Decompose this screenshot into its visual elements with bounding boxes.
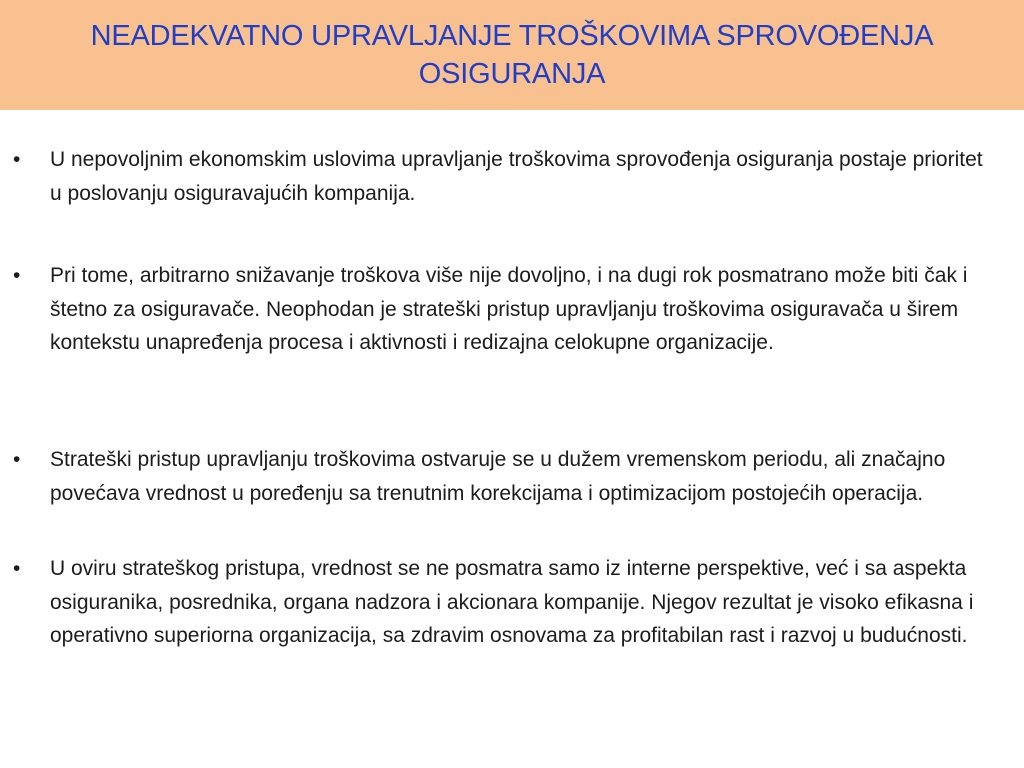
bullet-item [13,443,1000,510]
slide-title: NEADEKVATNO UPRAVLJANJE TROŠKOVIMA SPROVOĐENJA OSIGURANJA [90,20,934,90]
bullet-dot-icon: • [13,148,21,171]
bullet-dot-icon: • [13,448,21,471]
slide-header [0,0,1024,110]
bullet-text: Strateški pristup upravljanju troškovima ostvaruje se u dužem vremenskom periodu, ali značajno povećava vrednost u poređenju sa trenutnim korekcijama i optimizacijom postojećih operacija. [50,448,946,505]
bullet-dot-icon: • [13,557,21,580]
bullet-item [13,143,1000,210]
bullet-item [13,259,1000,360]
bullet-text: Pri tome, arbitrarno snižavanje troškova više nije dovoljno, i na dugi rok posmatrano može biti čak i štetno za osiguravače. Neophodan je strateški pristup upravljanju troškovima osiguravača u širem kontekstu unapređenja procesa i aktivnosti i redizajna celokupne organizacije. [50,264,968,354]
bullet-text: U oviru strateškog pristupa, vrednost se ne posmatra samo iz interne perspektive, već i sa aspekta osiguranika, posrednika, organa nadzora i akcionara kompanije. Njegov rezultat je visoko efikasna i operativno superiorna organizacija, sa zdravim osnovama za profitabilan rast i razvoj u budućnosti. [50,557,974,647]
bullet-text: U nepovoljnim ekonomskim uslovima upravljanje troškovima sprovođenja osiguranja postaje prioritet u poslovanju osiguravajućih kompanija. [50,148,983,205]
bullet-dot-icon: • [13,264,21,287]
bullet-item [13,552,1000,653]
slide-body [0,110,1024,768]
